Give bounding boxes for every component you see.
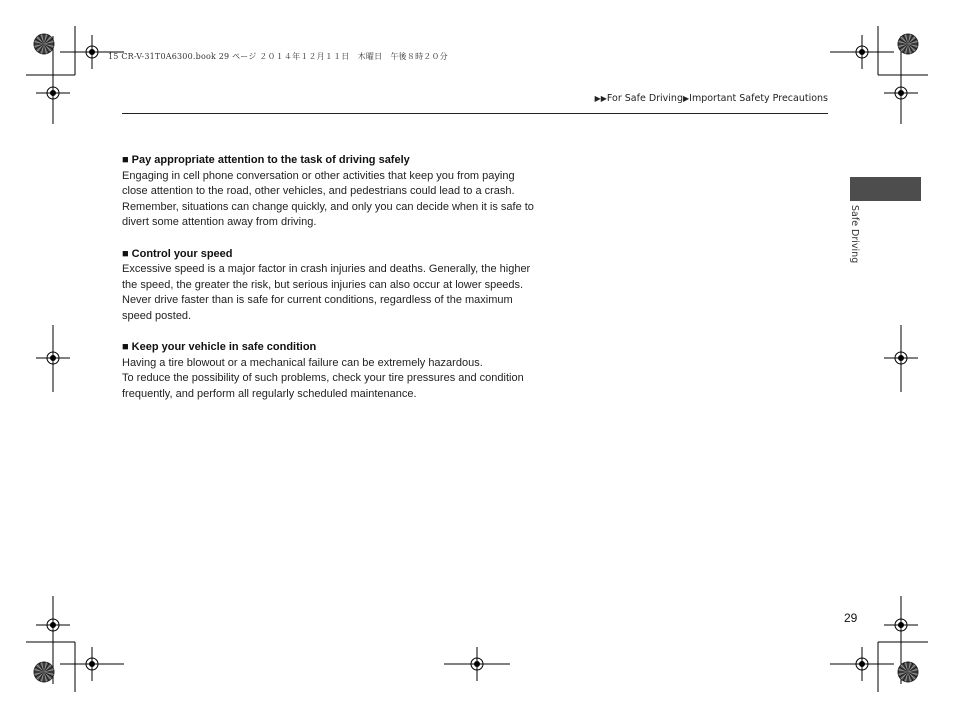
breadcrumb-item-safe-driving[interactable]: For Safe Driving (606, 93, 683, 104)
registration-target-icon (36, 76, 70, 110)
section-vehicle-condition (122, 340, 562, 402)
section-speed (122, 247, 562, 325)
color-starburst-icon (898, 662, 918, 682)
print-file-header: 15 CR-V-31T0A6300.book 29 ページ ２０１４年１２月１１日 木曜日 午後８時２０分 (108, 52, 448, 61)
section-attention (122, 153, 562, 231)
arrow-icon: ▶ (683, 94, 690, 103)
color-starburst-icon (34, 662, 54, 682)
main-content (122, 153, 562, 418)
square-bullet-icon: ■ (122, 247, 129, 260)
registration-target-icon (75, 35, 109, 69)
header-rule (122, 113, 828, 114)
registration-target-icon (460, 647, 494, 681)
section-body: Engaging in cell phone conversation or other activities that keep you from paying close attention to the road, other vehicles, and pedestrians could lead to a crash. Remember, situations can change quickly, and only you can decide when it is safe to divert some attention away from driving. (122, 169, 534, 228)
chapter-tab[interactable] (850, 177, 921, 201)
section-heading: ■ Control your speed (122, 247, 233, 260)
section-body: Having a tire blowout or a mechanical failure can be extremely hazardous. To reduce the possibility of such problems, check your tire pressures and condition frequently, and perform all regularly scheduled maintenance. (122, 356, 524, 400)
color-starburst-icon (898, 34, 918, 54)
registration-target-icon (884, 608, 918, 642)
section-heading: ■ Pay appropriate attention to the task of driving safely (122, 154, 410, 166)
registration-target-icon (884, 76, 918, 110)
registration-target-icon (884, 341, 918, 375)
registration-target-icon (36, 608, 70, 642)
registration-target-icon (75, 647, 109, 681)
breadcrumb (595, 93, 828, 104)
section-body: Excessive speed is a major factor in crash injuries and deaths. Generally, the higher the speed, the greater the risk, but serious injuries can also occur at lower speeds. Never drive faster than is safe for current conditions, regardless of the maximum speed posted. (122, 263, 531, 322)
registration-target-icon (845, 647, 879, 681)
chapter-tab-label: Safe Driving (849, 205, 860, 264)
breadcrumb-item-safety-precautions[interactable]: Important Safety Precautions (689, 93, 828, 104)
square-bullet-icon: ■ (122, 341, 129, 353)
registration-target-icon (36, 341, 70, 375)
double-arrow-icon: ▶▶ (594, 94, 607, 103)
square-bullet-icon: ■ (122, 154, 129, 166)
color-starburst-icon (34, 34, 54, 54)
section-heading: ■ Keep your vehicle in safe condition (122, 341, 317, 353)
page-number: 29 (844, 611, 858, 625)
registration-target-icon (845, 35, 879, 69)
